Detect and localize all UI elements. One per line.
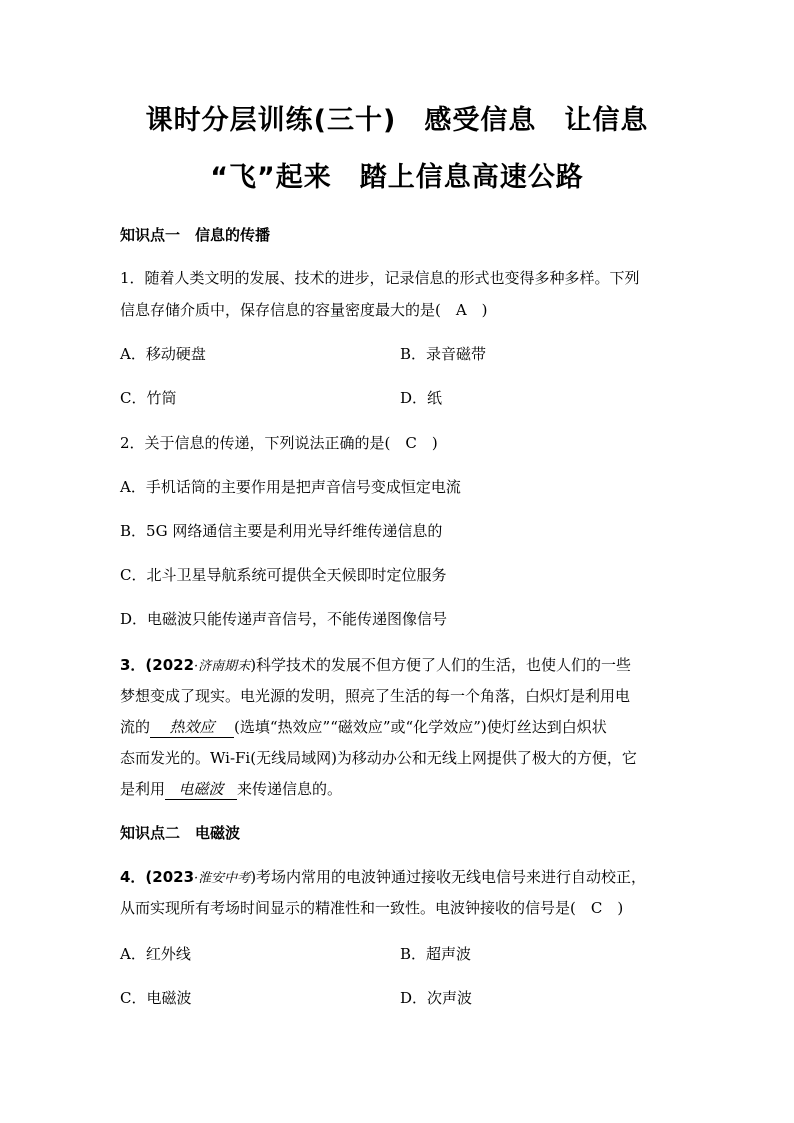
q3-line-3-end: (选填“热效应”“磁效应”或“化学效应”)使灯丝达到白炽状 <box>234 718 607 736</box>
q3-source: ·济南期末 <box>194 659 251 674</box>
q4-option-b: B．超声波 <box>400 945 472 963</box>
q3-stem-line-3 <box>120 717 607 738</box>
q1-option-a: A．移动硬盘 <box>120 345 206 363</box>
q2-option-c: C．北斗卫星导航系统可提供全天候即时定位服务 <box>120 566 447 584</box>
q1-stem-line-1: 1．随着人类文明的发展、技术的进步，记录信息的形式也变得多种多样。下列 <box>120 269 640 287</box>
q4-option-c: C．电磁波 <box>120 989 192 1007</box>
q4-number: 4．(2023 <box>120 868 195 886</box>
q4-option-a: A．红外线 <box>120 945 191 963</box>
q3-line-3-start: 流的 <box>120 718 151 736</box>
q4-stem-line-1 <box>120 867 646 889</box>
q2-option-d: D．电磁波只能传递声音信号，不能传递图像信号 <box>120 610 448 628</box>
page-title-line-2: “飞”起来 踏上信息高速公路 <box>210 162 584 193</box>
q1-option-d: D．纸 <box>400 389 443 407</box>
section-heading-1: 知识点一 信息的传播 <box>120 226 271 244</box>
q3-line-5-start: 是利用 <box>120 780 166 798</box>
q3-number: 3．(2022 <box>120 656 195 674</box>
q2-stem: 2．关于信息的传递，下列说法正确的是( C ) <box>120 434 438 452</box>
q3-answer-blank-1: 热效应 <box>150 717 234 738</box>
q4-option-d: D．次声波 <box>400 989 473 1007</box>
q3-stem-line-5 <box>120 779 342 800</box>
q4-line-1-text: )考场内常用的电波钟通过接收无线电信号来进行自动校正， <box>250 868 647 886</box>
q3-line-1-text: )科学技术的发展不但方便了人们的生活，也使人们的一些 <box>250 656 632 674</box>
q3-line-5-end: 来传递信息的。 <box>237 780 343 798</box>
q3-answer-blank-2: 电磁波 <box>165 779 237 800</box>
q2-option-b: B．5G 网络通信主要是利用光导纤维传递信息的 <box>120 522 443 540</box>
q2-option-a: A．手机话筒的主要作用是把声音信号变成恒定电流 <box>120 478 461 496</box>
q1-option-b: B．录音磁带 <box>400 345 487 363</box>
q4-stem-line-2: 从而实现所有考场时间显示的精准性和一致性。电波钟接收的信号是( C ) <box>120 899 624 917</box>
page-title-line-1: 课时分层训练(三十) 感受信息 让信息 <box>145 105 649 136</box>
q1-stem-line-2: 信息存储介质中，保存信息的容量密度最大的是( A ) <box>120 301 488 319</box>
q1-option-c: C．竹筒 <box>120 389 177 407</box>
section-heading-2: 知识点二 电磁波 <box>120 824 241 842</box>
q3-stem-line-4: 态而发光的。Wi-Fi(无线局域网)为移动办公和无线上网提供了极大的方便，它 <box>120 749 637 767</box>
q4-source: ·淮安中考 <box>194 871 251 886</box>
q3-stem-line-2: 梦想变成了现实。电光源的发明，照亮了生活的每一个角落，白炽灯是利用电 <box>120 687 631 705</box>
q3-stem-line-1 <box>120 655 631 677</box>
